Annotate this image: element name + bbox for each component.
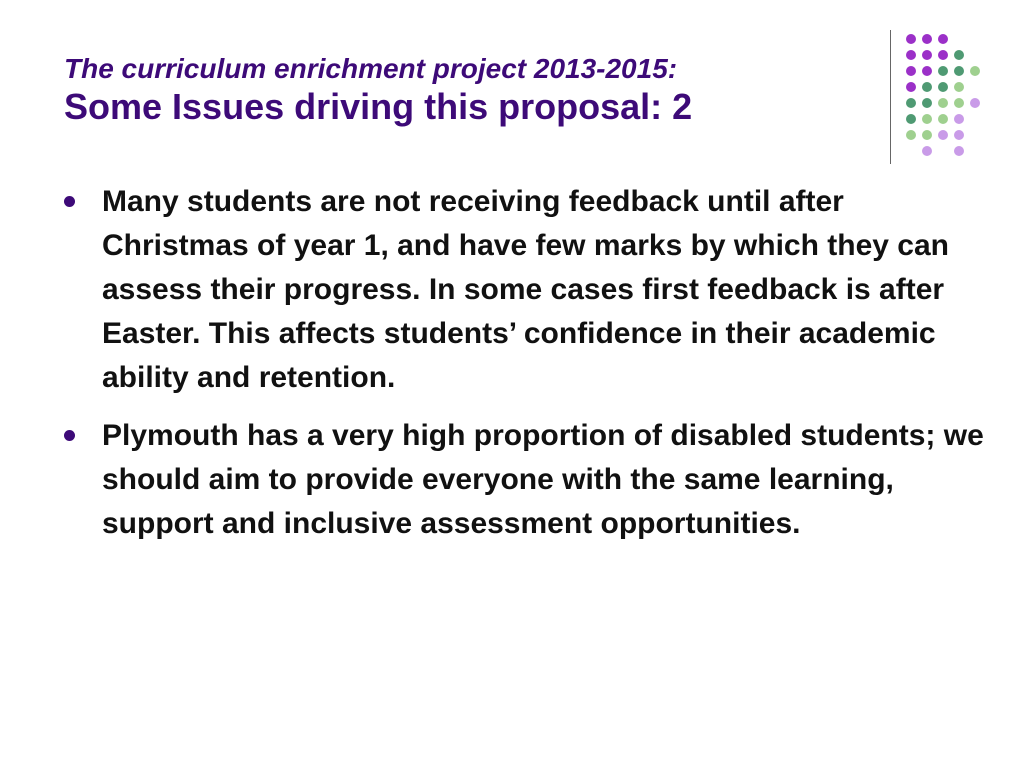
bullet-text: Plymouth has a very high proportion of disabled students; we should aim to provide everyone with the same learning, support and inclusive assessment opportunities. — [102, 419, 984, 540]
dot — [954, 66, 964, 76]
dot — [954, 50, 964, 60]
bullet-item — [64, 414, 984, 546]
dot — [906, 50, 916, 60]
dot — [938, 66, 948, 76]
dot — [954, 146, 964, 156]
dot — [922, 98, 932, 108]
decorative-dot-grid — [904, 32, 984, 162]
dot — [954, 98, 964, 108]
dot — [938, 50, 948, 60]
dot — [970, 66, 980, 76]
vertical-divider — [890, 30, 891, 164]
dot — [938, 82, 948, 92]
dot — [922, 130, 932, 140]
dot — [922, 146, 932, 156]
dot — [906, 34, 916, 44]
bullet-text: Many students are not receiving feedback until after Christmas of year 1, and have few marks by which they can assess their progress. In some cases first feedback is after Easter. This affects students’ confidence in their academic ability and retention. — [102, 185, 949, 394]
dot — [922, 114, 932, 124]
dot — [954, 82, 964, 92]
dot — [922, 82, 932, 92]
dot — [906, 82, 916, 92]
title-block — [64, 52, 874, 128]
bullet-dot-icon — [64, 196, 75, 207]
slide-subtitle: The curriculum enrichment project 2013-2015: — [64, 53, 678, 84]
dot — [938, 98, 948, 108]
bullet-list — [64, 180, 984, 560]
dot — [970, 98, 980, 108]
dot — [906, 114, 916, 124]
dot — [938, 130, 948, 140]
dot — [906, 98, 916, 108]
dot — [922, 50, 932, 60]
dot — [954, 130, 964, 140]
dot — [906, 130, 916, 140]
bullet-item — [64, 180, 984, 400]
dot — [922, 66, 932, 76]
dot — [938, 114, 948, 124]
dot — [938, 34, 948, 44]
dot — [922, 34, 932, 44]
dot — [906, 66, 916, 76]
dot — [954, 114, 964, 124]
slide-title: Some Issues driving this proposal: 2 — [64, 86, 693, 127]
bullet-dot-icon — [64, 430, 75, 441]
